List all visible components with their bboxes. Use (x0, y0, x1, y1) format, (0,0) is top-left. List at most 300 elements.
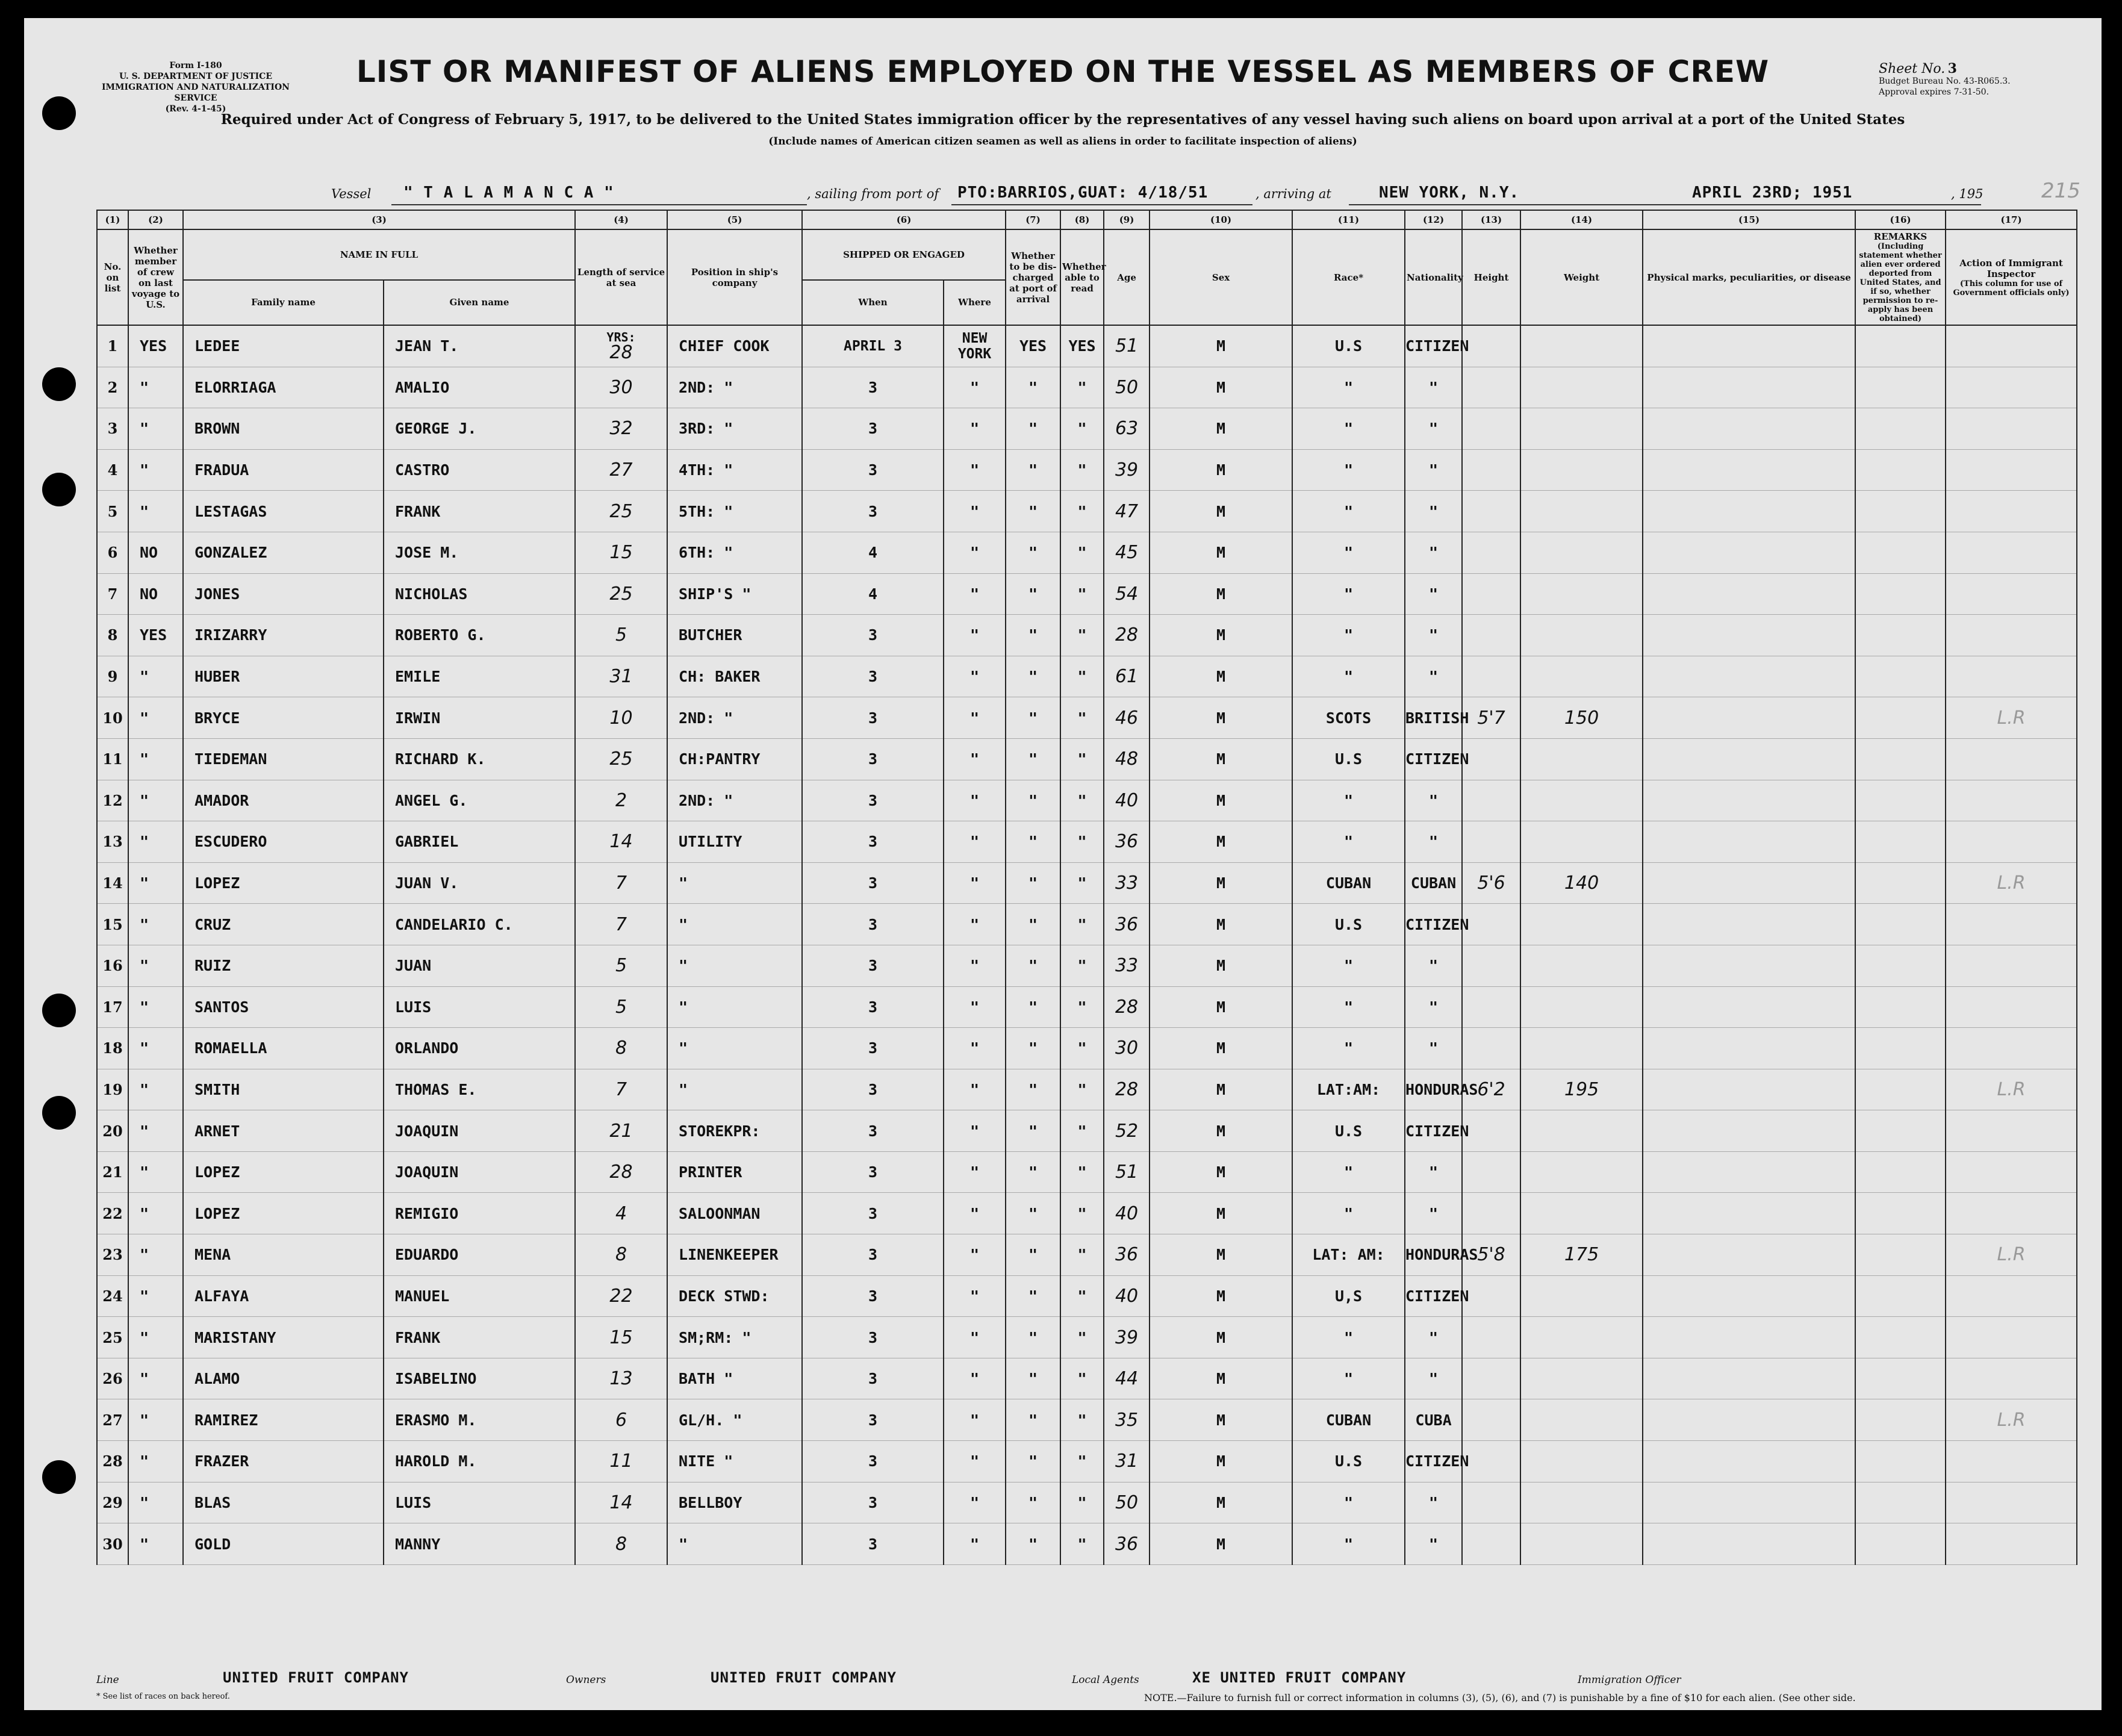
col-num: (11) (1292, 210, 1405, 229)
able-to-read-cell: " (1060, 1193, 1104, 1234)
weight-cell (1520, 821, 1643, 863)
footer (96, 1669, 2077, 1705)
form-number: Form I-180 (169, 61, 222, 70)
length-of-service-cell: 10 (575, 697, 667, 739)
weight-cell (1520, 1441, 1643, 1482)
age-cell: 50 (1104, 367, 1150, 408)
inspector-action-cell (1946, 1358, 2077, 1399)
last-voyage-cell: " (128, 862, 183, 904)
shipped-where-cell: " (944, 1028, 1006, 1069)
position-cell: CHIEF COOK (667, 325, 802, 367)
last-voyage-cell: " (128, 491, 183, 532)
discharged-cell: " (1006, 1358, 1060, 1399)
nationality-cell: " (1405, 1317, 1462, 1358)
race-cell: " (1292, 1193, 1405, 1234)
discharged-cell: " (1006, 738, 1060, 780)
position-cell: 2ND: " (667, 780, 802, 821)
age-cell: 36 (1104, 1234, 1150, 1276)
shipped-where-cell: " (944, 1110, 1006, 1152)
length-of-service-cell: 31 (575, 656, 667, 697)
age-cell: 52 (1104, 1110, 1150, 1152)
physical-marks-cell (1643, 821, 1855, 863)
punch-hole (42, 367, 76, 401)
immigration-officer-label: Immigration Officer (1578, 1674, 1681, 1686)
physical-marks-cell (1643, 904, 1855, 945)
row-number: 29 (97, 1482, 128, 1523)
weight-cell (1520, 532, 1643, 573)
last-voyage-cell: " (128, 1441, 183, 1482)
inspector-action-cell (1946, 367, 2077, 408)
position-cell: PRINTER (667, 1151, 802, 1193)
last-voyage-cell: " (128, 449, 183, 491)
table-row (97, 1441, 2077, 1482)
inspector-action-cell (1946, 1193, 2077, 1234)
remarks-cell (1855, 1399, 1946, 1441)
race-cell: " (1292, 449, 1405, 491)
shipped-where-cell: " (944, 1523, 1006, 1565)
length-of-service-cell: 5 (575, 986, 667, 1028)
race-cell: LAT:AM: (1292, 1069, 1405, 1110)
able-to-read-cell: " (1060, 821, 1104, 863)
last-voyage-cell: " (128, 1317, 183, 1358)
table-row (97, 738, 2077, 780)
race-cell: LAT: AM: (1292, 1234, 1405, 1276)
shipped-where-cell: " (944, 862, 1006, 904)
table-row (97, 1110, 2077, 1152)
nationality-cell: " (1405, 532, 1462, 573)
able-to-read-cell: " (1060, 862, 1104, 904)
row-number: 23 (97, 1234, 128, 1276)
physical-marks-cell (1643, 1275, 1855, 1317)
length-of-service-cell: 8 (575, 1234, 667, 1276)
vessel-label: Vessel (331, 187, 372, 201)
height-cell: 5'8 (1462, 1234, 1520, 1276)
given-name-cell: EDUARDO (384, 1234, 575, 1276)
row-number: 7 (97, 573, 128, 615)
position-cell: " (667, 904, 802, 945)
race-cell: " (1292, 1151, 1405, 1193)
discharged-cell: " (1006, 986, 1060, 1028)
height-cell (1462, 1399, 1520, 1441)
discharged-cell: " (1006, 1399, 1060, 1441)
age-cell: 51 (1104, 325, 1150, 367)
height-cell (1462, 738, 1520, 780)
physical-marks-cell (1643, 449, 1855, 491)
race-cell: " (1292, 1482, 1405, 1523)
inspector-action-cell (1946, 656, 2077, 697)
agents-company: XE UNITED FRUIT COMPANY (1192, 1669, 1407, 1686)
shipped-where-cell: " (944, 986, 1006, 1028)
header-no-on-list: No. on list (97, 229, 128, 325)
nationality-cell: CITIZEN (1405, 1441, 1462, 1482)
length-of-service-cell: 15 (575, 1317, 667, 1358)
inspector-initials: L.R (1997, 707, 2026, 729)
length-of-service-cell: 14 (575, 821, 667, 863)
nationality-cell: HONDURAS (1405, 1069, 1462, 1110)
height-cell (1462, 367, 1520, 408)
last-voyage-cell: NO (128, 532, 183, 573)
table-row (97, 532, 2077, 573)
discharged-cell: " (1006, 1482, 1060, 1523)
inspector-action-cell (1946, 1482, 2077, 1523)
physical-marks-cell (1643, 491, 1855, 532)
age-cell: 28 (1104, 1069, 1150, 1110)
sex-cell: M (1150, 1523, 1292, 1565)
physical-marks-cell (1643, 862, 1855, 904)
position-cell: BATH " (667, 1358, 802, 1399)
races-note: * See list of races on back hereof. (96, 1692, 230, 1701)
inspector-action-cell (1946, 325, 2077, 367)
age-cell: 35 (1104, 1399, 1150, 1441)
position-cell: CH:PANTRY (667, 738, 802, 780)
nationality-cell: " (1405, 491, 1462, 532)
row-number: 13 (97, 821, 128, 863)
nationality-cell: CITIZEN (1405, 738, 1462, 780)
budget-bureau: Budget Bureau No. 43-R065.3. (1879, 76, 2011, 86)
family-name-cell: FRAZER (183, 1441, 384, 1482)
col-num: (17) (1946, 210, 2077, 229)
able-to-read-cell: " (1060, 1069, 1104, 1110)
inspector-action-cell (1946, 821, 2077, 863)
last-voyage-cell: NO (128, 573, 183, 615)
inspector-action-cell (1946, 780, 2077, 821)
given-name-cell: MANNY (384, 1523, 575, 1565)
col-num: (13) (1462, 210, 1520, 229)
height-cell (1462, 325, 1520, 367)
remarks-cell (1855, 1523, 1946, 1565)
col-num: (2) (128, 210, 183, 229)
line-label: Line (96, 1674, 119, 1686)
height-cell (1462, 1275, 1520, 1317)
able-to-read-cell: " (1060, 1234, 1104, 1276)
height-cell (1462, 615, 1520, 656)
shipped-where-cell: NEW YORK (944, 325, 1006, 367)
nationality-cell: HONDURAS (1405, 1234, 1462, 1276)
able-to-read-cell: " (1060, 1275, 1104, 1317)
shipped-when-cell: 3 (802, 1358, 944, 1399)
shipped-when-cell: APRIL 3 (802, 325, 944, 367)
position-cell: 6TH: " (667, 532, 802, 573)
inspector-action-cell (1946, 986, 2077, 1028)
given-name-cell: CASTRO (384, 449, 575, 491)
race-cell: U.S (1292, 904, 1405, 945)
shipped-where-cell: " (944, 367, 1006, 408)
last-voyage-cell: " (128, 738, 183, 780)
length-of-service-cell: 25 (575, 573, 667, 615)
able-to-read-cell: " (1060, 408, 1104, 450)
given-name-cell: LUIS (384, 986, 575, 1028)
sex-cell: M (1150, 1234, 1292, 1276)
remarks-cell (1855, 1358, 1946, 1399)
discharged-cell: " (1006, 1069, 1060, 1110)
sailing-label: , sailing from port of (807, 187, 939, 201)
col-num: (12) (1405, 210, 1462, 229)
physical-marks-cell (1643, 1482, 1855, 1523)
race-cell: U.S (1292, 738, 1405, 780)
row-number: 16 (97, 945, 128, 986)
position-cell: " (667, 1069, 802, 1110)
sex-cell: M (1150, 1028, 1292, 1069)
inspector-action-cell (1946, 408, 2077, 450)
inspector-action-cell (1946, 738, 2077, 780)
punch-hole (42, 1460, 76, 1494)
age-cell: 44 (1104, 1358, 1150, 1399)
owners-company: UNITED FRUIT COMPANY (711, 1669, 897, 1686)
shipped-where-cell: " (944, 821, 1006, 863)
weight-cell: 150 (1520, 697, 1643, 739)
row-number: 11 (97, 738, 128, 780)
family-name-cell: BRYCE (183, 697, 384, 739)
position-cell: STOREKPR: (667, 1110, 802, 1152)
age-cell: 40 (1104, 1275, 1150, 1317)
discharged-cell: " (1006, 615, 1060, 656)
length-of-service-cell: 11 (575, 1441, 667, 1482)
shipped-where-cell: " (944, 1399, 1006, 1441)
length-of-service-cell: 7 (575, 862, 667, 904)
remarks-cell (1855, 408, 1946, 450)
weight-cell (1520, 1523, 1643, 1565)
shipped-when-cell: 3 (802, 1275, 944, 1317)
inspector-action-cell (1946, 945, 2077, 986)
discharged-cell: " (1006, 1028, 1060, 1069)
remarks-cell (1855, 1028, 1946, 1069)
shipped-when-cell: 3 (802, 656, 944, 697)
header-position: Position in ship's company (667, 229, 802, 325)
remarks-cell (1855, 1193, 1946, 1234)
header-discharged: Whether to be dis-charged at port of arrival (1006, 229, 1060, 325)
height-cell (1462, 945, 1520, 986)
discharged-cell: " (1006, 821, 1060, 863)
family-name-cell: ALFAYA (183, 1275, 384, 1317)
position-cell: " (667, 862, 802, 904)
header-when: When (802, 280, 944, 325)
shipped-when-cell: 3 (802, 1482, 944, 1523)
shipped-when-cell: 3 (802, 1441, 944, 1482)
sex-cell: M (1150, 1482, 1292, 1523)
table-row (97, 986, 2077, 1028)
position-cell: BUTCHER (667, 615, 802, 656)
inspector-action-cell (1946, 615, 2077, 656)
nationality-cell: " (1405, 408, 1462, 450)
nationality-cell: " (1405, 573, 1462, 615)
weight-cell (1520, 945, 1643, 986)
sex-cell: M (1150, 367, 1292, 408)
family-name-cell: ESCUDERO (183, 821, 384, 863)
stamp-number: 215 (2041, 179, 2080, 203)
height-cell (1462, 449, 1520, 491)
position-cell: " (667, 986, 802, 1028)
table-row (97, 1151, 2077, 1193)
table-row (97, 1523, 2077, 1565)
sex-cell: M (1150, 780, 1292, 821)
shipped-where-cell: " (944, 1234, 1006, 1276)
row-number: 8 (97, 615, 128, 656)
weight-cell (1520, 1110, 1643, 1152)
action-subtitle: (This column for use of Government officials only) (1953, 279, 2070, 297)
family-name-cell: LEDEE (183, 325, 384, 367)
able-to-read-cell: " (1060, 986, 1104, 1028)
physical-marks-cell (1643, 945, 1855, 986)
nationality-cell: CITIZEN (1405, 1275, 1462, 1317)
able-to-read-cell: YES (1060, 325, 1104, 367)
physical-marks-cell (1643, 532, 1855, 573)
header-weight: Weight (1520, 229, 1643, 325)
shipped-where-cell: " (944, 1193, 1006, 1234)
physical-marks-cell (1643, 1069, 1855, 1110)
family-name-cell: LOPEZ (183, 1193, 384, 1234)
weight-cell (1520, 408, 1643, 450)
age-cell: 33 (1104, 862, 1150, 904)
shipped-when-cell: 3 (802, 1317, 944, 1358)
position-cell: 5TH: " (667, 491, 802, 532)
shipped-when-cell: 3 (802, 1399, 944, 1441)
height-cell (1462, 1028, 1520, 1069)
remarks-cell (1855, 1441, 1946, 1482)
length-of-service-cell: 5 (575, 945, 667, 986)
table-row (97, 780, 2077, 821)
table-row (97, 573, 2077, 615)
weight-cell (1520, 325, 1643, 367)
position-cell: " (667, 1523, 802, 1565)
given-name-cell: NICHOLAS (384, 573, 575, 615)
age-cell: 39 (1104, 1317, 1150, 1358)
header-given-name: Given name (384, 280, 575, 325)
length-of-service-cell: 7 (575, 1069, 667, 1110)
weight-cell (1520, 986, 1643, 1028)
sex-cell: M (1150, 904, 1292, 945)
header-height: Height (1462, 229, 1520, 325)
last-voyage-cell: " (128, 986, 183, 1028)
nationality-cell: " (1405, 986, 1462, 1028)
given-name-cell: IRWIN (384, 697, 575, 739)
shipped-when-cell: 3 (802, 491, 944, 532)
header-length-of-service: Length of service at sea (575, 229, 667, 325)
age-cell: 30 (1104, 1028, 1150, 1069)
discharged-cell: " (1006, 1441, 1060, 1482)
race-cell: " (1292, 1523, 1405, 1565)
physical-marks-cell (1643, 367, 1855, 408)
last-voyage-cell: " (128, 408, 183, 450)
race-cell: CUBAN (1292, 862, 1405, 904)
inspector-action-cell (1946, 1110, 2077, 1152)
last-voyage-cell: YES (128, 325, 183, 367)
family-name-cell: BROWN (183, 408, 384, 450)
header-nationality: Nationality (1405, 229, 1462, 325)
inspector-action-cell (1946, 904, 2077, 945)
year-suffix: , 195 (1951, 187, 1984, 201)
header-age: Age (1104, 229, 1150, 325)
given-name-cell: THOMAS E. (384, 1069, 575, 1110)
age-cell: 40 (1104, 780, 1150, 821)
shipped-when-cell: 3 (802, 408, 944, 450)
nationality-cell: " (1405, 1482, 1462, 1523)
remarks-cell (1855, 1234, 1946, 1276)
col-num: (8) (1060, 210, 1104, 229)
table-row (97, 491, 2077, 532)
weight-cell (1520, 1151, 1643, 1193)
able-to-read-cell: " (1060, 780, 1104, 821)
sex-cell: M (1150, 408, 1292, 450)
length-of-service-cell: 21 (575, 1110, 667, 1152)
inspector-initials: L.R (1997, 1078, 2026, 1100)
inspector-action-cell (1946, 1523, 2077, 1565)
sex-cell: M (1150, 1151, 1292, 1193)
sex-cell: M (1150, 697, 1292, 739)
race-cell: " (1292, 945, 1405, 986)
age-cell: 45 (1104, 532, 1150, 573)
discharged-cell: YES (1006, 325, 1060, 367)
shipped-when-cell: 3 (802, 615, 944, 656)
physical-marks-cell (1643, 1028, 1855, 1069)
years-label: YRS: (606, 329, 636, 344)
last-voyage-cell: " (128, 1110, 183, 1152)
shipped-where-cell: " (944, 904, 1006, 945)
position-cell: BELLBOY (667, 1482, 802, 1523)
shipped-when-cell: 3 (802, 821, 944, 863)
document-subnote: (Include names of American citizen seamen as well as aliens in order to facilitate inspection of aliens) (768, 135, 1357, 148)
height-cell (1462, 1110, 1520, 1152)
given-name-cell: FRANK (384, 491, 575, 532)
shipped-when-cell: 3 (802, 1069, 944, 1110)
weight-cell (1520, 367, 1643, 408)
remarks-cell (1855, 945, 1946, 986)
given-name-cell: MANUEL (384, 1275, 575, 1317)
sailing-port: PTO:BARRIOS,GUAT: 4/18/51 (957, 184, 1209, 202)
discharged-cell: " (1006, 1317, 1060, 1358)
sex-cell: M (1150, 1110, 1292, 1152)
position-cell: 2ND: " (667, 367, 802, 408)
table-row (97, 1275, 2077, 1317)
age-cell: 36 (1104, 1523, 1150, 1565)
remarks-cell (1855, 532, 1946, 573)
shipped-where-cell: " (944, 491, 1006, 532)
sheet-number: 3 (1947, 61, 1957, 76)
able-to-read-cell: " (1060, 1441, 1104, 1482)
col-num: (7) (1006, 210, 1060, 229)
nationality-cell: " (1405, 1358, 1462, 1399)
able-to-read-cell: " (1060, 945, 1104, 986)
header-sex: Sex (1150, 229, 1292, 325)
position-cell: SHIP'S " (667, 573, 802, 615)
last-voyage-cell: " (128, 1482, 183, 1523)
family-name-cell: ROMAELLA (183, 1028, 384, 1069)
sex-cell: M (1150, 1317, 1292, 1358)
able-to-read-cell: " (1060, 697, 1104, 739)
length-of-service-cell: 25 (575, 738, 667, 780)
discharged-cell: " (1006, 1110, 1060, 1152)
weight-cell (1520, 738, 1643, 780)
physical-marks-cell (1643, 780, 1855, 821)
col-num: (10) (1150, 210, 1292, 229)
nationality-cell: " (1405, 821, 1462, 863)
race-cell: " (1292, 1358, 1405, 1399)
length-of-service-cell: 28 (575, 1151, 667, 1193)
shipped-where-cell: " (944, 656, 1006, 697)
age-cell: 50 (1104, 1482, 1150, 1523)
row-number: 12 (97, 780, 128, 821)
remarks-cell (1855, 367, 1946, 408)
position-cell: GL/H. " (667, 1399, 802, 1441)
service: IMMIGRATION AND NATURALIZATION SERVICE (102, 82, 290, 103)
discharged-cell: " (1006, 697, 1060, 739)
length-of-service-cell: 27 (575, 449, 667, 491)
inspector-action-cell (1946, 697, 2077, 739)
remarks-cell (1855, 697, 1946, 739)
sex-cell: M (1150, 1399, 1292, 1441)
last-voyage-cell: " (128, 1358, 183, 1399)
able-to-read-cell: " (1060, 1028, 1104, 1069)
weight-cell (1520, 780, 1643, 821)
